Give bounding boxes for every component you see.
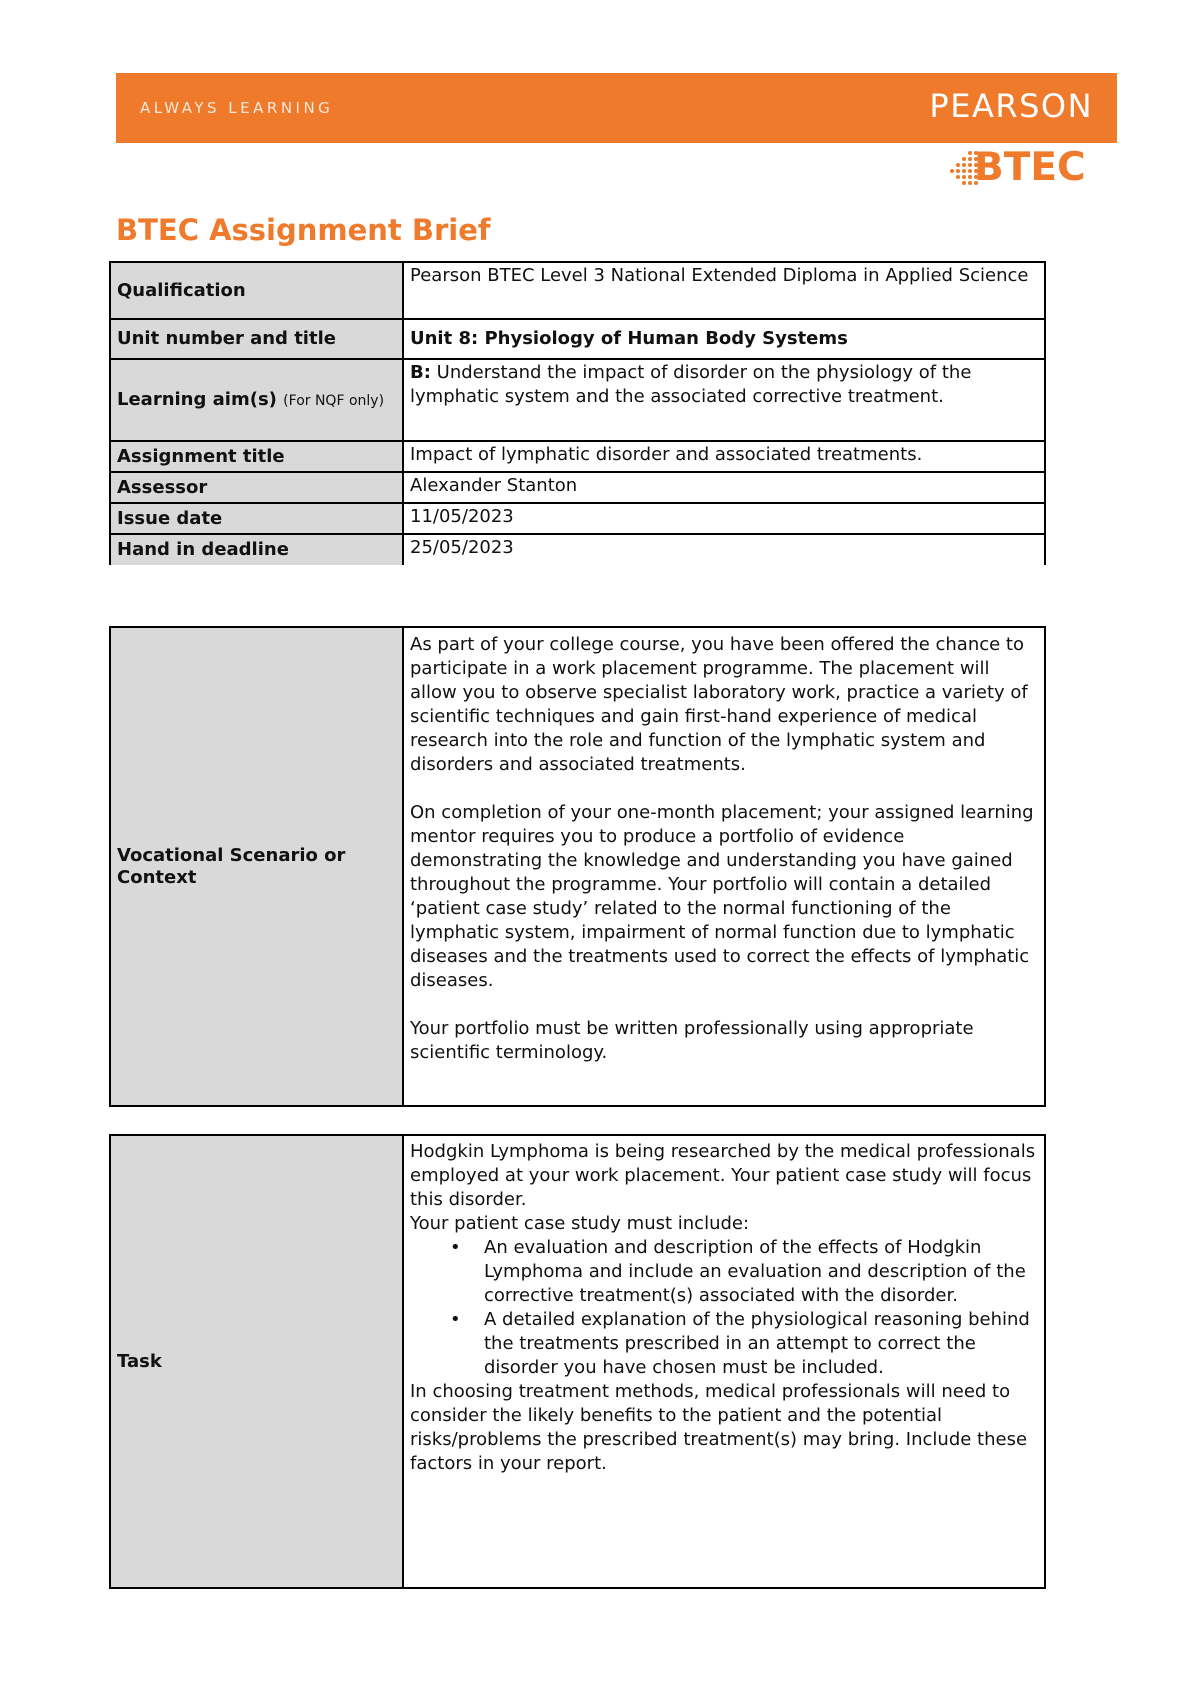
- header-banner: [116, 73, 1117, 143]
- qualification-label: Qualification: [110, 262, 403, 319]
- deadline-row: [110, 534, 1045, 565]
- assignment-info-table: [109, 261, 1046, 565]
- scenario-table: [109, 626, 1046, 1107]
- learning-aim-value: Understand the impact of disorder on the physiology of the lymphatic system and the associated corrective treatment.: [410, 362, 972, 407]
- task-content: [403, 1135, 1045, 1588]
- task-bullet-list: [410, 1236, 1039, 1380]
- scenario-paragraph: Your portfolio must be written professionally using appropriate scientific terminology.: [410, 1018, 974, 1063]
- list-item: [450, 1236, 1039, 1308]
- document-title: BTEC Assignment Brief: [116, 213, 491, 247]
- scenario-paragraph: On completion of your one-month placement; your assigned learning mentor requires you to produce a portfolio of evidence demonstrating the knowledge and understanding you have gained throughout the programme. Your portfolio will contain a detailed ‘patient case study’ related to the normal functioning of the lymphatic system, impairment of normal function due to lymphatic diseases and the treatments used to correct the effects of lymphatic diseases.: [410, 802, 1034, 991]
- learning-aim-prefix: B:: [410, 362, 431, 383]
- assignment-title-row: [110, 441, 1045, 472]
- scenario-label: Vocational Scenario or Context: [110, 627, 403, 1106]
- learning-aim-label: Learning aim(s): [117, 388, 277, 410]
- learning-aim-label-cell: [110, 359, 403, 441]
- pearson-wordmark: PEARSON: [929, 87, 1093, 125]
- unit-value: Unit 8: Physiology of Human Body Systems: [403, 319, 1045, 359]
- issue-date-row: [110, 503, 1045, 534]
- task-bullet-text: A detailed explanation of the physiological reasoning behind the treatments prescribed in an attempt to correct the disorder you have chosen must be included.: [484, 1309, 1030, 1378]
- scenario-content: [403, 627, 1045, 1106]
- unit-label: Unit number and title: [110, 319, 403, 359]
- learning-aim-value-cell: [403, 359, 1045, 441]
- bullet-icon: •: [450, 1309, 461, 1330]
- assessor-value: Alexander Stanton: [403, 472, 1045, 503]
- task-bullet-text: An evaluation and description of the effects of Hodgkin Lymphoma and include an evaluation and description of the corrective treatment(s) associated with the disorder.: [484, 1237, 1026, 1306]
- task-closing: In choosing treatment methods, medical professionals will need to consider the likely benefits to the patient and the potential risks/problems the prescribed treatment(s) may bring. Include these factors in your report.: [410, 1381, 1028, 1474]
- task-table: [109, 1134, 1046, 1589]
- qualification-row: [110, 262, 1045, 319]
- task-intro: Hodgkin Lymphoma is being researched by the medical professionals employed at your work placement. Your patient case study will focus this disorder.: [410, 1141, 1036, 1210]
- btec-logo: [950, 145, 1100, 193]
- learning-aim-row: [110, 359, 1045, 441]
- assignment-title-value: Impact of lymphatic disorder and associated treatments.: [403, 441, 1045, 472]
- btec-wordmark: BTEC: [974, 145, 1086, 190]
- bullet-icon: •: [450, 1237, 461, 1258]
- deadline-value: 25/05/2023: [403, 534, 1045, 565]
- deadline-label: Hand in deadline: [110, 534, 403, 565]
- assessor-row: [110, 472, 1045, 503]
- assignment-title-label: Assignment title: [110, 441, 403, 472]
- qualification-value: Pearson BTEC Level 3 National Extended Diploma in Applied Science: [403, 262, 1045, 319]
- unit-row: [110, 319, 1045, 359]
- scenario-paragraph: As part of your college course, you have been offered the chance to participate in a work placement programme. The placement will allow you to observe specialist laboratory work, practice a variety of scientific techniques and gain first-hand experience of medical research into the role and function of the lymphatic system and disorders and associated treatments.: [410, 634, 1028, 775]
- task-include-line: Your patient case study must include:: [410, 1213, 750, 1234]
- issue-date-value: 11/05/2023: [403, 503, 1045, 534]
- list-item: [450, 1308, 1039, 1380]
- issue-date-label: Issue date: [110, 503, 403, 534]
- banner-tagline: ALWAYS LEARNING: [140, 99, 334, 117]
- scenario-row: [110, 627, 1045, 1106]
- learning-aim-note: (For NQF only): [283, 392, 385, 409]
- task-label: Task: [110, 1135, 403, 1588]
- task-row: [110, 1135, 1045, 1588]
- assessor-label: Assessor: [110, 472, 403, 503]
